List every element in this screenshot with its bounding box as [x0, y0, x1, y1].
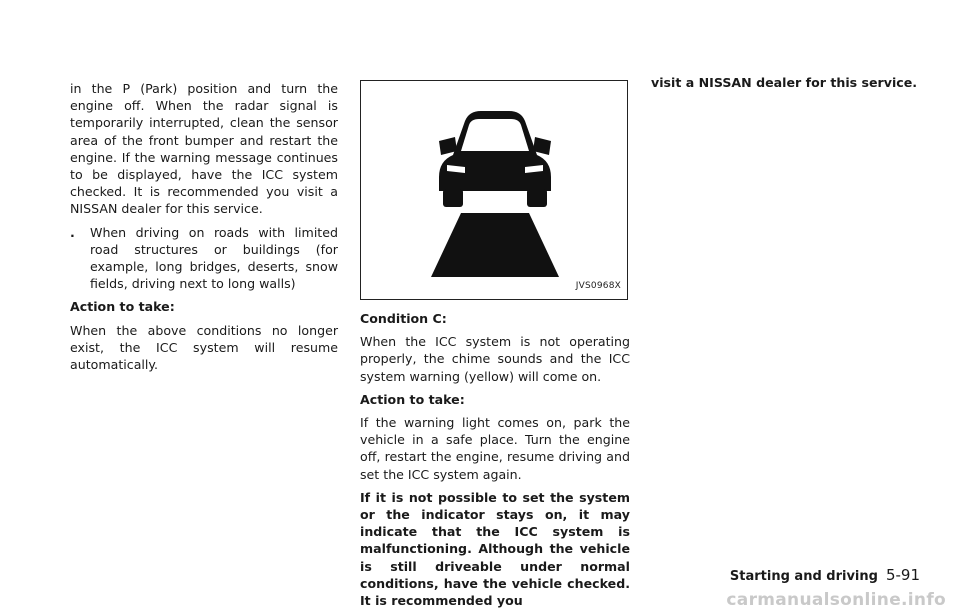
action-heading: Action to take: — [360, 391, 465, 407]
figure-code: JVS0968X — [575, 280, 621, 291]
bullet-text: When driving on roads with limited road structures or buildings (for example, long bridges, deserts, snow fields, driving next to long walls) — [90, 224, 338, 292]
vehicle-ahead-warning-icon — [361, 81, 629, 301]
page-number: 5-91 — [885, 566, 920, 584]
right-column — [651, 75, 921, 97]
figure-box — [360, 80, 628, 300]
warning-paragraph: If it is not possible to set the system or the indicator stays on, it may indicate that the ICC system is malfunctioning. Although the vehicle is still driveable under normal conditions, have the vehicle checked. It is recommended you — [360, 489, 630, 609]
paragraph: When the ICC system is not operating properly, the chime sounds and the ICC system warning (yellow) will come on. — [360, 334, 630, 384]
bullet-item — [70, 224, 338, 293]
bullet-mark: . — [70, 224, 75, 240]
paragraph: If the warning light comes on, park the vehicle in a safe place. Turn the engine off, restart the engine, resume driving and set the ICC system again. — [360, 415, 630, 482]
warning-paragraph-continued: visit a NISSAN dealer for this service. — [651, 75, 918, 90]
left-column — [70, 80, 338, 379]
watermark: carmanualsonline.info — [726, 590, 946, 610]
page-footer — [0, 566, 920, 584]
paragraph: When the above conditions no longer exist, the ICC system will resume automatically. — [70, 322, 338, 373]
middle-column — [360, 80, 630, 615]
action-heading: Action to take: — [70, 299, 175, 315]
condition-heading: Condition C: — [360, 311, 447, 326]
section-title: Starting and driving — [729, 569, 878, 584]
paragraph: in the P (Park) position and turn the engine off. When the radar signal is temporarily interrupted, clean the sensor area of the front bumper and restart the engine. If the warning message continues to be displayed, have the ICC system checked. It is recommended you visit a NISSAN dealer for this service. — [70, 81, 338, 217]
